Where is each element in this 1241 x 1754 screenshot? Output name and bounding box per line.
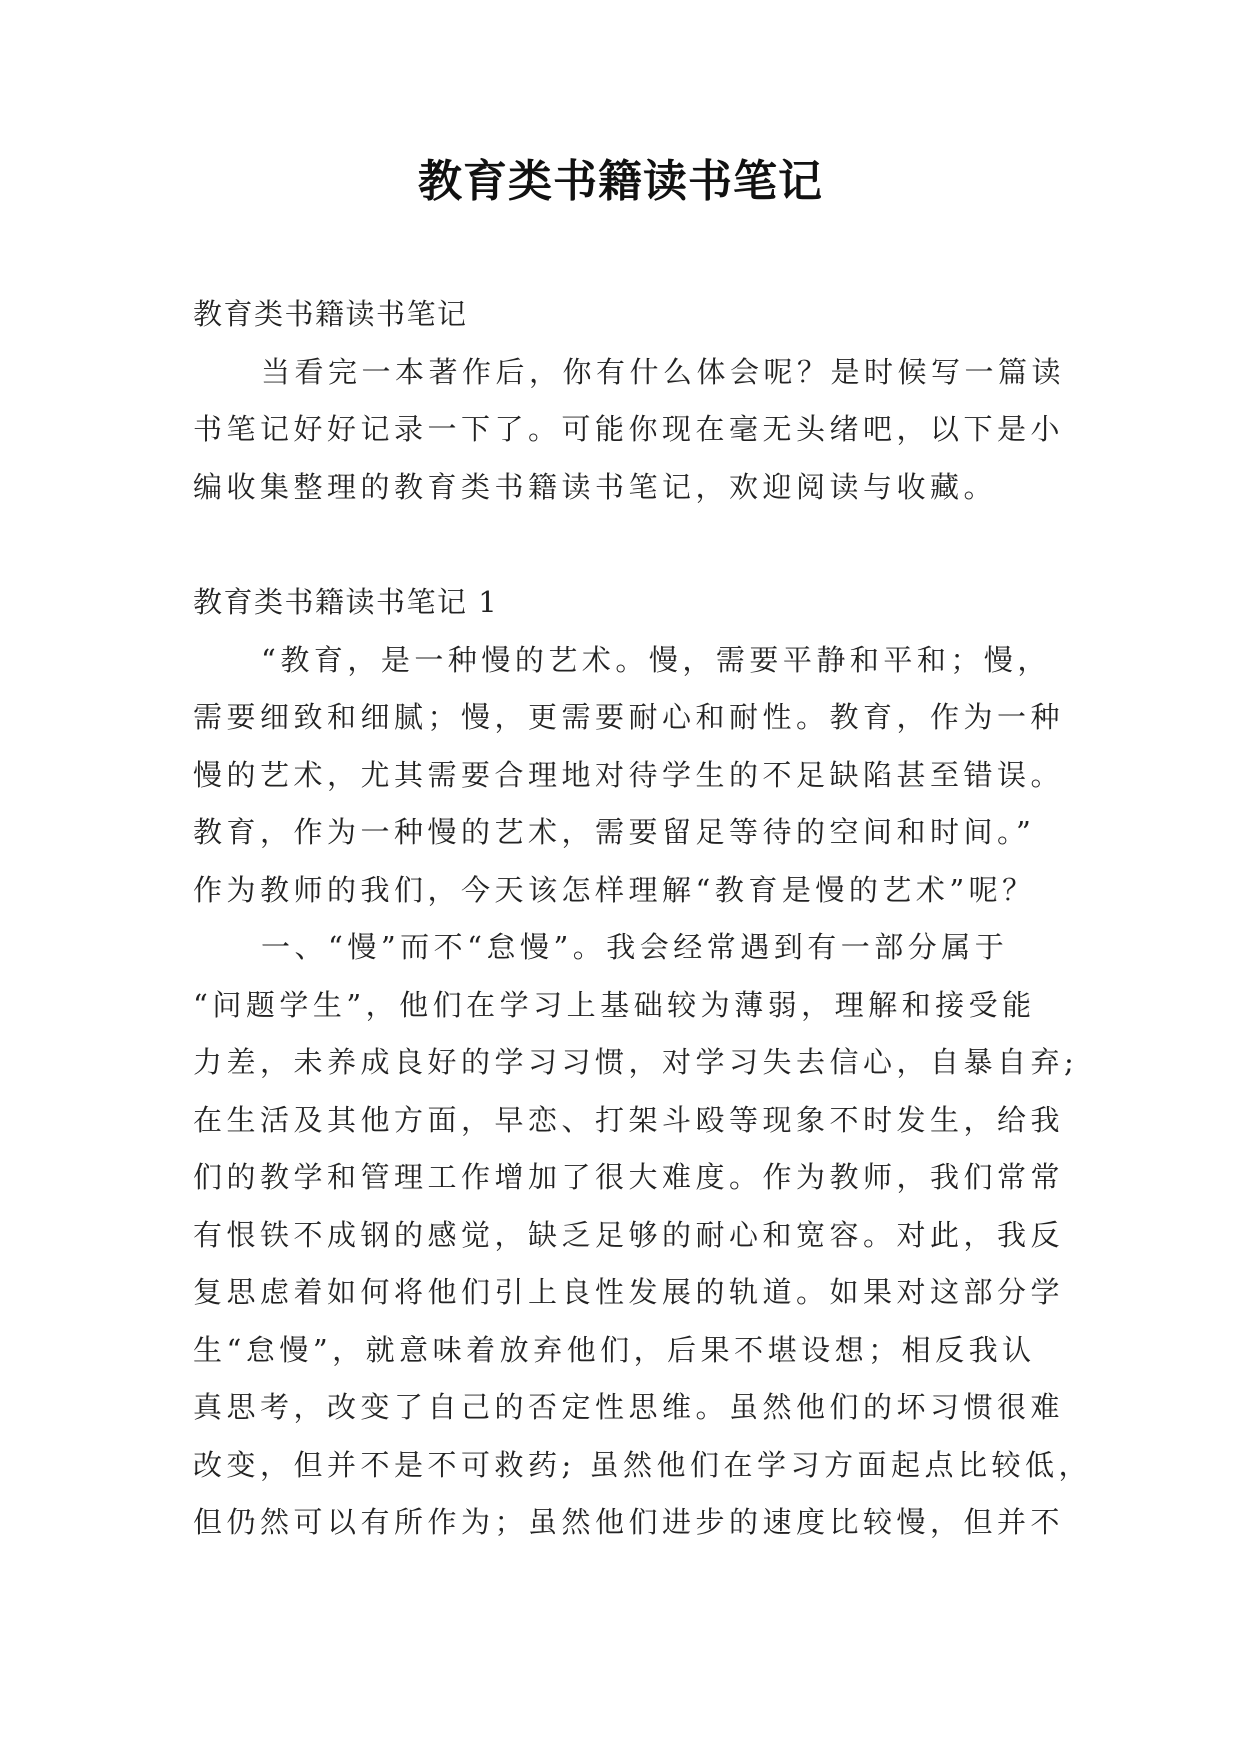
paragraph-spacer bbox=[193, 516, 1058, 574]
paragraph-line: 改变，但并不是不可救药; 虽然他们在学习方面起点比较低， bbox=[193, 1447, 1092, 1482]
paragraph-line: “教育，是一种慢的艺术。慢，需要平静和平和；慢， bbox=[261, 642, 1051, 677]
paragraph-line: 作为教师的我们，今天该怎样理解“教育是慢的艺术”呢？ bbox=[193, 872, 1036, 907]
paragraph-line: 在生活及其他方面，早恋、打架斗殴等现象不时发生，给我 bbox=[193, 1102, 1065, 1137]
paragraph-line: 复思虑着如何将他们引上良性发展的轨道。如果对这部分学 bbox=[193, 1275, 1065, 1309]
paragraph-line: 真思考，改变了自己的否定性思维。虽然他们的坏习惯很难 bbox=[193, 1390, 1065, 1424]
intro-line: 编收集整理的教育类书籍读书笔记，欢迎阅读与收藏。 bbox=[193, 469, 998, 504]
paragraph-line: 但仍然可以有所作为；虽然他们进步的速度比较慢，但并不 bbox=[193, 1505, 1065, 1539]
paragraph-line: 慢的艺术，尤其需要合理地对待学生的不足缺陷甚至错误。 bbox=[193, 757, 1065, 792]
section-heading: 教育类书籍读书笔记 1 bbox=[193, 585, 499, 619]
intro-heading: 教育类书籍读书笔记 bbox=[193, 297, 468, 331]
paragraph-line: 教育，作为一种慢的艺术，需要留足等待的空间和时间。” bbox=[193, 815, 1036, 849]
paragraph-line: 一、“慢”而不“怠慢”。我会经常遇到有一部分属于 bbox=[261, 930, 1009, 964]
paragraph-line: 力差，未养成良好的学习习惯，对学习失去信心，自暴自弃; bbox=[193, 1045, 1079, 1079]
paragraph-line: 生“怠慢”，就意味着放弃他们，后果不堪设想；相反我认 bbox=[193, 1332, 1036, 1367]
paragraph-line: “问题学生”，他们在学习上基础较为薄弱，理解和接受能 bbox=[193, 987, 1036, 1022]
intro-line: 书笔记好好记录一下了。可能你现在毫无头绪吧，以下是小 bbox=[193, 412, 1065, 446]
document-title: 教育类书籍读书笔记 bbox=[418, 156, 823, 207]
paragraph-line: 有恨铁不成钢的感觉，缺乏足够的耐心和宽容。对此，我反 bbox=[193, 1217, 1065, 1252]
paragraph-line: 需要细致和细腻；慢，更需要耐心和耐性。教育，作为一种 bbox=[193, 700, 1065, 734]
document-body bbox=[193, 286, 1092, 1552]
intro-line: 当看完一本著作后，你有什么体会呢？是时候写一篇读 bbox=[261, 354, 1066, 389]
paragraph-line: 们的教学和管理工作增加了很大难度。作为教师，我们常常 bbox=[193, 1160, 1065, 1194]
